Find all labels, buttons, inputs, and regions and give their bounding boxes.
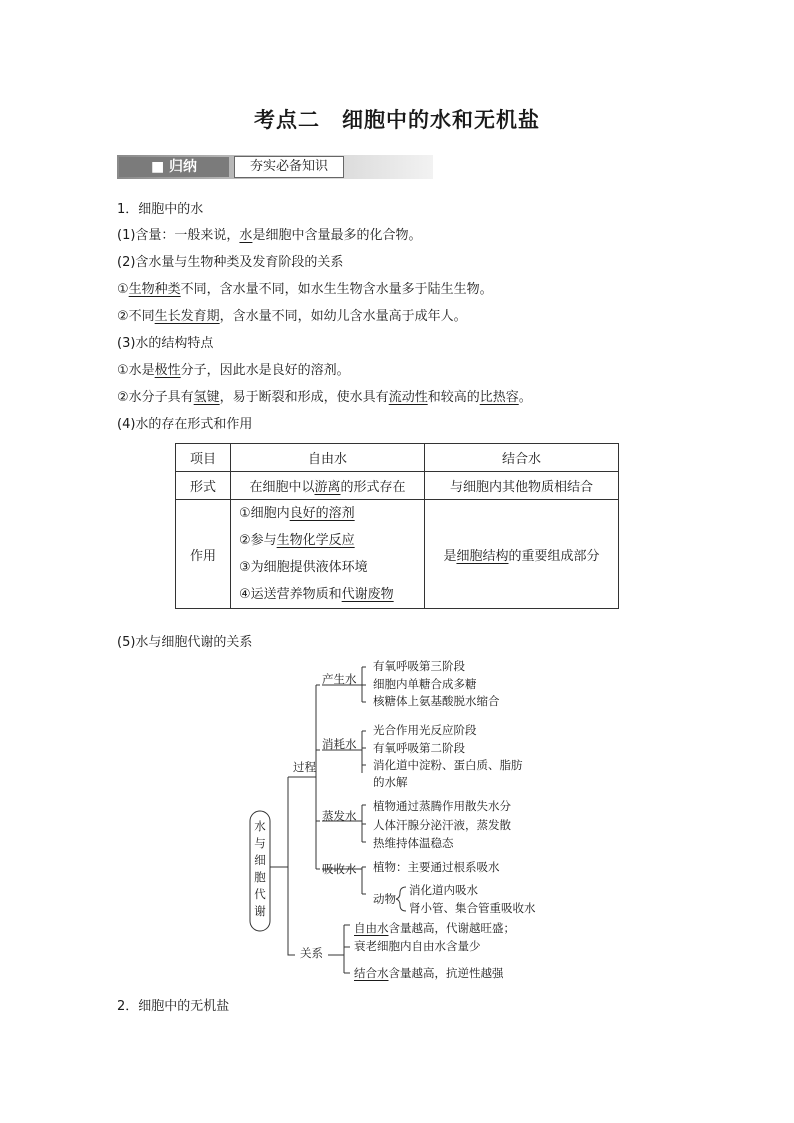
diagram-consume-item: 的水解 [373, 775, 408, 789]
diagram-evap-item: 植物通过蒸腾作用散失水分 [373, 799, 511, 813]
underlined-term: 结合水 [354, 966, 389, 980]
paragraph-development [117, 308, 467, 326]
paragraph-forms: (4)水的存在形式和作用 [117, 417, 253, 432]
diagram-evap-item: 人体汗腺分泌汗液，蒸发散 [373, 818, 511, 832]
function-item [239, 500, 424, 527]
section-banner [117, 155, 433, 179]
diagram-consume-label: 消耗水 [322, 737, 357, 751]
text: 是细胞中含量最多的化合物。 [252, 228, 422, 243]
underlined-term: 流动性 [388, 390, 428, 405]
underlined-term: 生物种类 [128, 282, 181, 297]
relation-bracket [328, 925, 350, 973]
animal-brace [396, 887, 406, 911]
paragraph-polar [117, 362, 350, 380]
table-cell-free-function [231, 500, 425, 609]
diagram-absorb-plant: 植物：主要通过根系吸水 [373, 860, 500, 874]
diagram-absorb-animal: 动物 [373, 892, 396, 906]
section-heading-water: 1．细胞中的水 [117, 202, 204, 217]
paragraph-structure: (3)水的结构特点 [117, 336, 214, 351]
diagram-consume-item: 有氧呼吸第二阶段 [373, 741, 465, 755]
diagram-produce-item: 核糖体上氨基酸脱水缩合 [373, 694, 500, 708]
underlined-term: 极性 [154, 363, 181, 378]
underlined-term: 细胞结构 [456, 548, 509, 564]
root-char: 代 [254, 887, 266, 901]
root-char: 胞 [254, 870, 266, 884]
diagram-relation-item-3 [354, 965, 504, 981]
text: ，含水量不同，如幼儿含水量高于成年人。 [219, 309, 467, 324]
text: 是 [443, 548, 457, 564]
paragraph-relation: (2)含水量与生物种类及发育阶段的关系 [117, 255, 344, 270]
text: ②参与 [239, 533, 277, 548]
diagram-absorb-animal-item: 消化道内吸水 [409, 883, 478, 897]
text: ④运送营养物质和 [239, 587, 342, 602]
diagram-produce-item: 细胞内单糖合成多糖 [373, 677, 477, 691]
table-cell-bound-function [425, 500, 619, 609]
text: 不同，含水量不同，如水生生物含水量多于陆生生物。 [180, 282, 493, 297]
table-header-bound-water: 结合水 [425, 444, 619, 472]
text: ① [117, 282, 129, 297]
diagram-absorb-label: 吸收水 [322, 862, 357, 876]
text: 含量越高，代谢越旺盛； [388, 921, 515, 935]
section-heading-salts: 2．细胞中的无机盐 [117, 999, 230, 1014]
text: ①水是 [117, 363, 155, 378]
diagram-process-label: 过程 [293, 760, 316, 774]
function-item [239, 581, 424, 608]
text: ，易于断裂和形成，使水具有 [219, 390, 389, 405]
underlined-term: 自由水 [354, 921, 389, 935]
underlined-term: 良好的溶剂 [289, 506, 355, 521]
underlined-term: 生物化学反应 [276, 533, 355, 548]
diagram-evap-item: 热维持体温稳态 [373, 836, 454, 850]
text: ①细胞内 [239, 506, 290, 521]
paragraph-species [117, 281, 493, 299]
diagram-evap-label: 蒸发水 [322, 809, 357, 823]
table-header-item: 项目 [176, 444, 231, 472]
process-connector [288, 685, 316, 869]
function-item: ③为细胞提供液体环境 [239, 560, 368, 575]
paragraph-metabolism: (5)水与细胞代谢的关系 [117, 635, 253, 650]
table-header-free-water: 自由水 [231, 444, 425, 472]
table-cell-form-label: 形式 [176, 472, 231, 500]
text: 的重要组成部分 [508, 548, 600, 564]
diagram-produce-label: 产生水 [322, 672, 357, 686]
root-char: 与 [254, 836, 266, 850]
paragraph-hydrogen-bond [117, 389, 532, 407]
diagram-consume-item: 消化道中淀粉、蛋白质、脂肪 [373, 758, 523, 772]
diagram-relation-item-1 [354, 920, 515, 936]
root-char: 细 [254, 853, 266, 867]
diagram-produce-item: 有氧呼吸第三阶段 [373, 659, 465, 673]
text: 和较高的 [427, 390, 480, 405]
underlined-term: 水 [239, 228, 253, 243]
page-title: 考点二 细胞中的水和无机盐 [254, 107, 540, 132]
text: 。 [518, 390, 532, 405]
water-forms-table [175, 443, 619, 609]
diagram-absorb-animal-item: 肾小管、集合管重吸收水 [409, 901, 536, 915]
paragraph-content [117, 227, 421, 245]
diagram-relation-label: 关系 [300, 946, 323, 960]
table-cell-bound-form: 与细胞内其他物质相结合 [425, 472, 619, 500]
table-cell-function-label: 作用 [176, 500, 231, 609]
banner-subtitle: 夯实必备知识 [234, 156, 344, 178]
text: 分子，因此水是良好的溶剂。 [180, 363, 350, 378]
function-item [239, 527, 424, 554]
table-cell-free-form [231, 472, 425, 500]
diagram-root-label [254, 818, 266, 920]
root-char: 水 [254, 819, 266, 833]
root-char: 谢 [254, 904, 266, 918]
text: ②不同 [117, 309, 155, 324]
diagram-relation-item-2: 衰老细胞内自由水含量少 [354, 939, 481, 953]
diagram-consume-item: 光合作用光反应阶段 [373, 723, 477, 737]
banner-label: ■ 归纳 [119, 157, 229, 177]
root-connector [270, 777, 295, 955]
text: ②水分子具有 [117, 390, 194, 405]
underlined-term: 代谢废物 [341, 587, 394, 602]
text: 含量越高，抗逆性越强 [388, 966, 504, 980]
text: 在细胞中以 [249, 480, 315, 495]
underlined-term: 游离 [314, 480, 341, 495]
underlined-term: 生长发育期 [154, 309, 220, 324]
process-ticks [316, 685, 320, 869]
text: 的形式存在 [340, 480, 406, 495]
text: (1)含量：一般来说， [117, 228, 240, 243]
underlined-term: 比热容 [479, 390, 519, 405]
underlined-term: 氢键 [193, 390, 220, 405]
